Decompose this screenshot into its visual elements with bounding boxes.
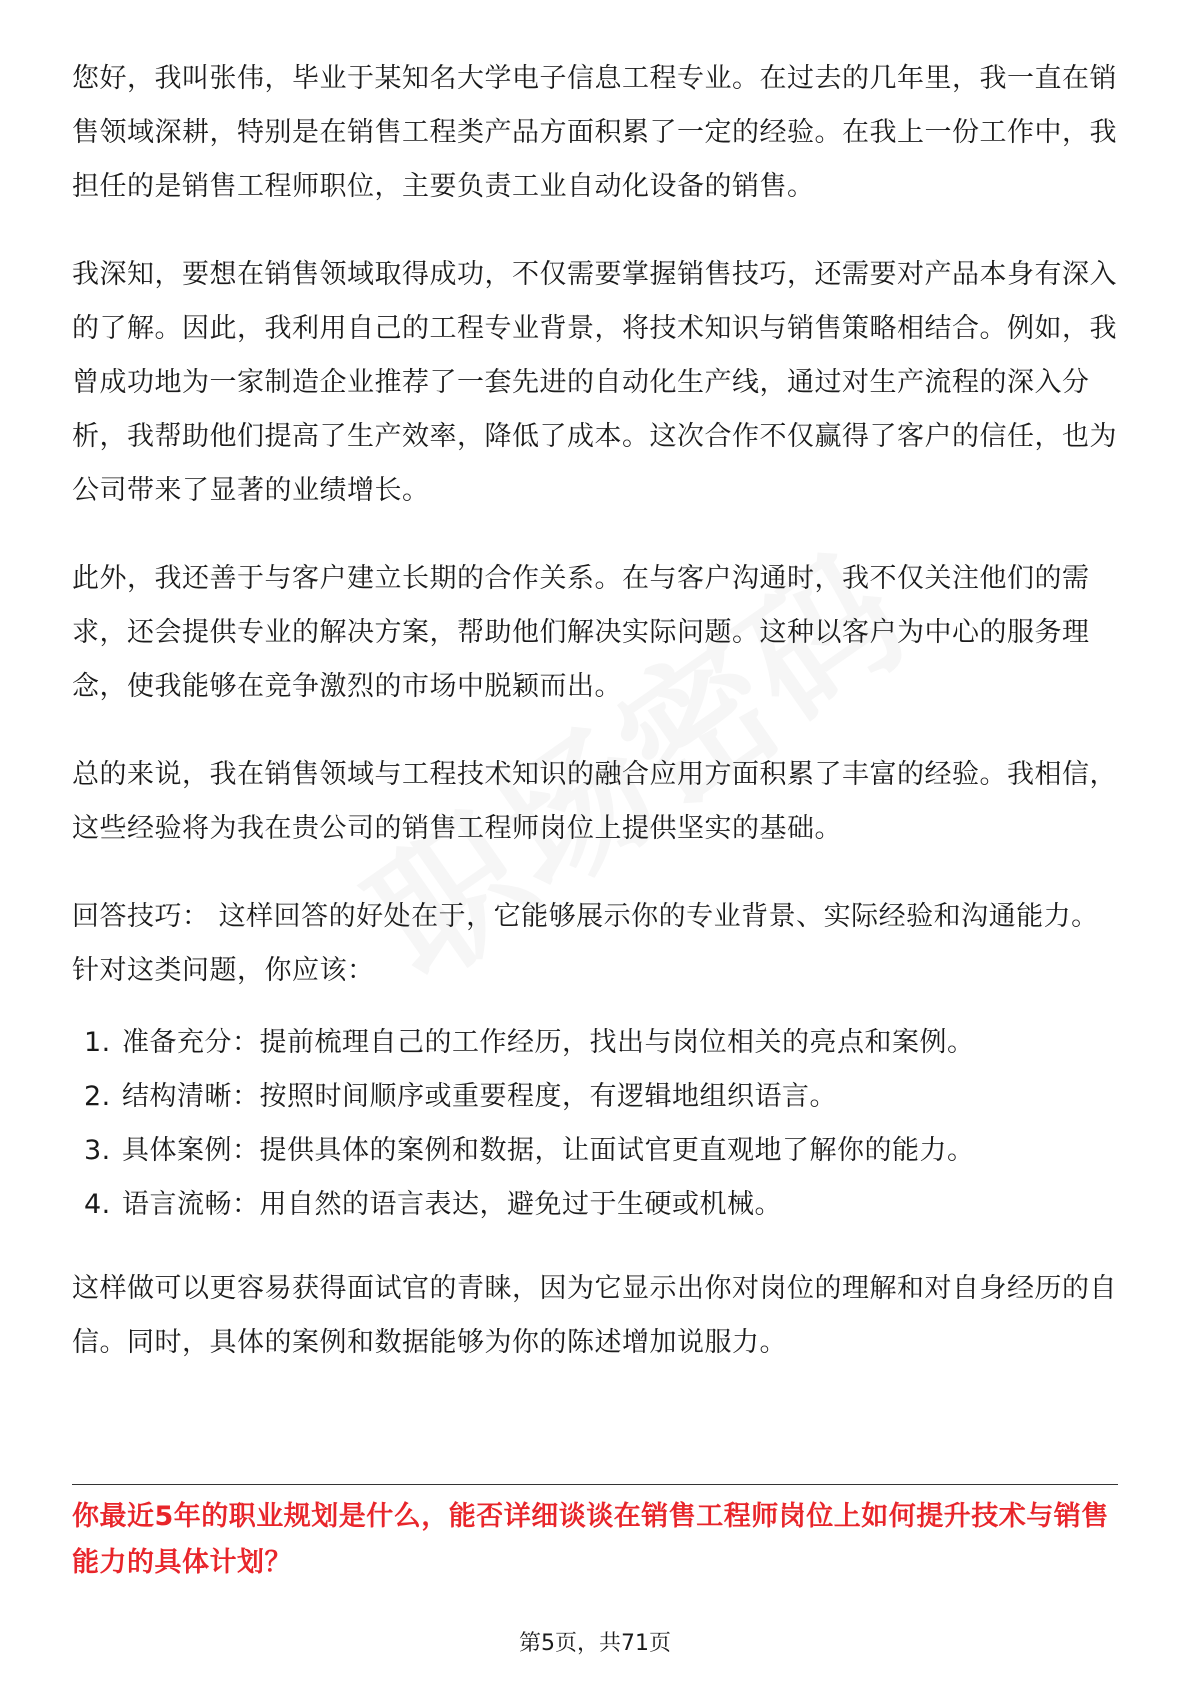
list-item-number: 3. [84,1135,111,1166]
list-item-text: 具体案例：提供具体的案例和数据，让面试官更直观地了解你的能力。 [122,1135,975,1166]
next-question-heading: 你最近5年的职业规划是什么，能否详细谈谈在销售工程师岗位上如何提升技术与销售能力的具体计划？ [72,1501,1109,1578]
answer-paragraph-intro: 您好，我叫张伟，毕业于某知名大学电子信息工程专业。在过去的几年里，我一直在销售领域深耕，特别是在销售工程类产品方面积累了一定的经验。在我上一份工作中，我担任的是销售工程师职位，主要负责工业自动化设备的销售。 [72,63,1117,202]
answer-paragraph-experience: 我深知，要想在销售领域取得成功，不仅需要掌握销售技巧，还需要对产品本身有深入的了解。因此，我利用自己的工程专业背景，将技术知识与销售策略相结合。例如，我曾成功地为一家制造企业推荐了一套先进的自动化生产线，通过对生产流程的深入分析，我帮助他们提高了生产效率，降低了成本。这次合作不仅赢得了客户的信任，也为公司带来了显著的业绩增长。 [72,259,1117,506]
list-item-number: 1. [84,1027,111,1058]
list-item [72,1178,1118,1232]
tips-intro: 回答技巧： 这样回答的好处在于，它能够展示你的专业背景、实际经验和沟通能力。针对这类问题，你应该： [72,901,1099,986]
list-item [72,1016,1118,1070]
list-item-text: 语言流畅：用自然的语言表达，避免过于生硬或机械。 [122,1189,782,1220]
list-item-text: 结构清晰：按照时间顺序或重要程度，有逻辑地组织语言。 [122,1081,837,1112]
list-item-number: 2. [84,1081,111,1112]
tips-list [72,1016,1118,1232]
page-number: 第5页，共71页 [519,1631,671,1656]
answer-paragraph-relationship: 此外，我还善于与客户建立长期的合作关系。在与客户沟通时，我不仅关注他们的需求，还会提供专业的解决方案，帮助他们解决实际问题。这种以客户为中心的服务理念，使我能够在竞争激烈的市场中脱颖而出。 [72,563,1090,702]
answer-paragraph-summary: 总的来说，我在销售领域与工程技术知识的融合应用方面积累了丰富的经验。我相信，这些经验将为我在贵公司的销售工程师岗位上提供坚实的基础。 [72,759,1117,844]
answer-content [72,52,1118,1404]
list-item [72,1070,1118,1124]
list-item [72,1124,1118,1178]
list-item-text: 准备充分：提前梳理自己的工作经历，找出与岗位相关的亮点和案例。 [122,1027,975,1058]
list-item-number: 4. [84,1189,111,1220]
closing-paragraph: 这样做可以更容易获得面试官的青睐，因为它显示出你对岗位的理解和对自身经历的自信。同时，具体的案例和数据能够为你的陈述增加说服力。 [72,1273,1117,1358]
section-divider [72,1484,1118,1485]
